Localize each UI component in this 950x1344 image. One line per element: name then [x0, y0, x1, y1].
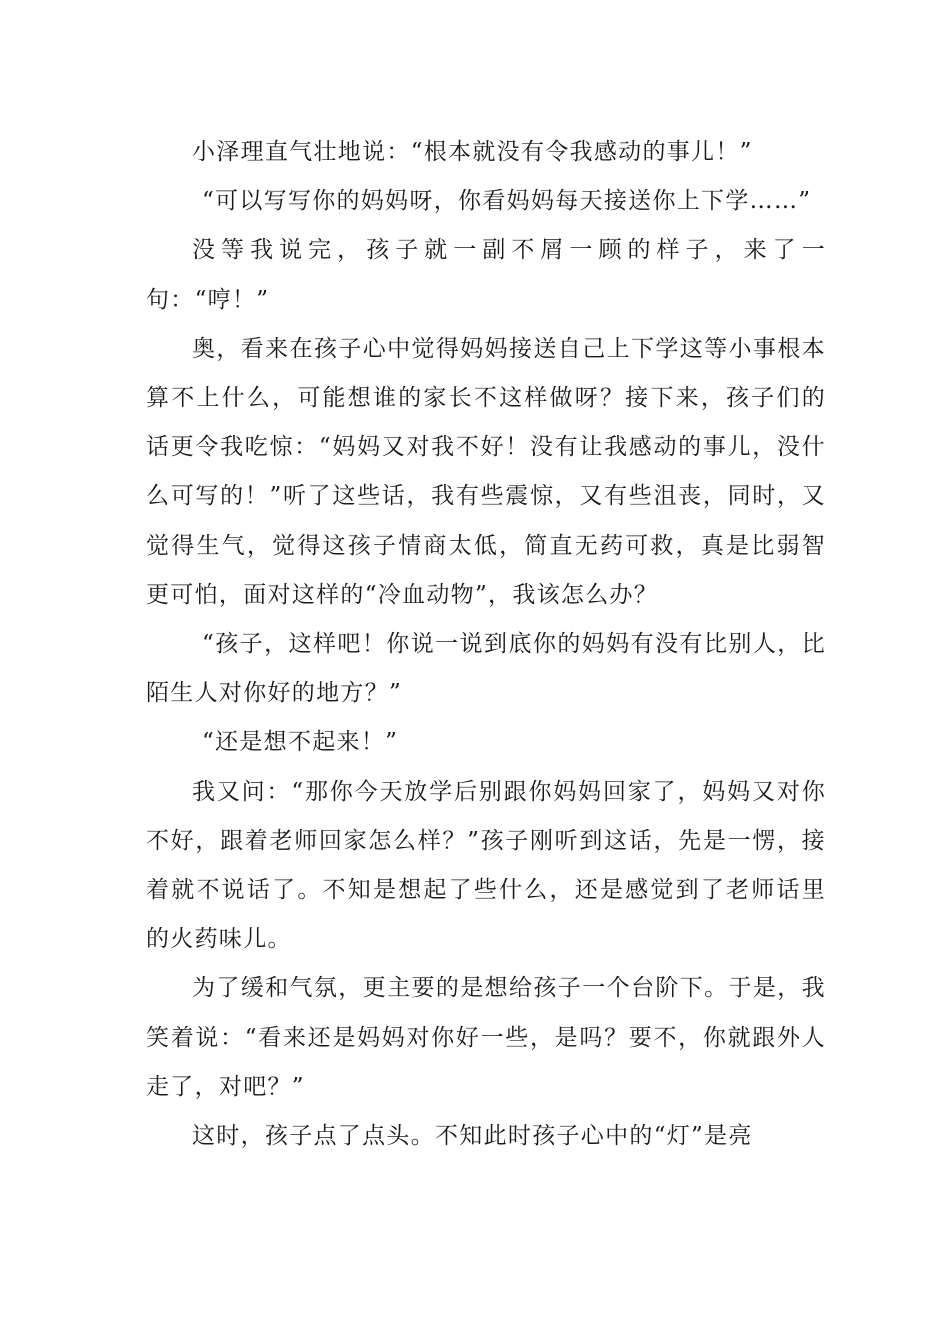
paragraph: “孩子，这样吧！你说一说到底你的妈妈有没有比别人，比陌生人对你好的地方？”: [146, 631, 826, 707]
paragraph: 奥，看来在孩子心中觉得妈妈接送自己上下学这等小事根本算不上什么，可能想谁的家长不这样做呀？接下来，孩子们的话更令我吃惊：“妈妈又对我不好！没有让我感动的事儿，没什么可写的！”听了这些话，我有些震惊，又有些沮丧，同时，又觉得生气，觉得这孩子情商太低，简直无药可救，真是比弱智更可怕，面对这样的“冷血动物”，我该怎么办？: [146, 335, 826, 608]
paragraph: “还是想不起来！”: [202, 729, 399, 756]
body-text: [146, 128, 826, 1161]
paragraph: 没等我说完，孩子就一副不屑一顾的样子，来了一句：“哼！”: [146, 237, 826, 313]
paragraph: 这时，孩子点了点头。不知此时孩子心中的“灯”是亮: [192, 1123, 753, 1150]
paragraph: 我又问：“那你今天放学后别跟你妈妈回家了，妈妈又对你不好，跟着老师回家怎么样？”孩子刚听到这话，先是一愣，接着就不说话了。不知是想起了些什么，还是感觉到了老师话里的火药味儿。: [146, 778, 826, 953]
paragraph: “可以写写你的妈妈呀，你看妈妈每天接送你上下学……”: [202, 188, 812, 215]
paragraph: 为了缓和气氛，更主要的是想给孩子一个台阶下。于是，我笑着说：“看来还是妈妈对你好一些，是吗？要不，你就跟外人走了，对吧？”: [146, 975, 826, 1100]
paragraph: 小泽理直气壮地说：“根本就没有令我感动的事儿！”: [192, 139, 753, 165]
